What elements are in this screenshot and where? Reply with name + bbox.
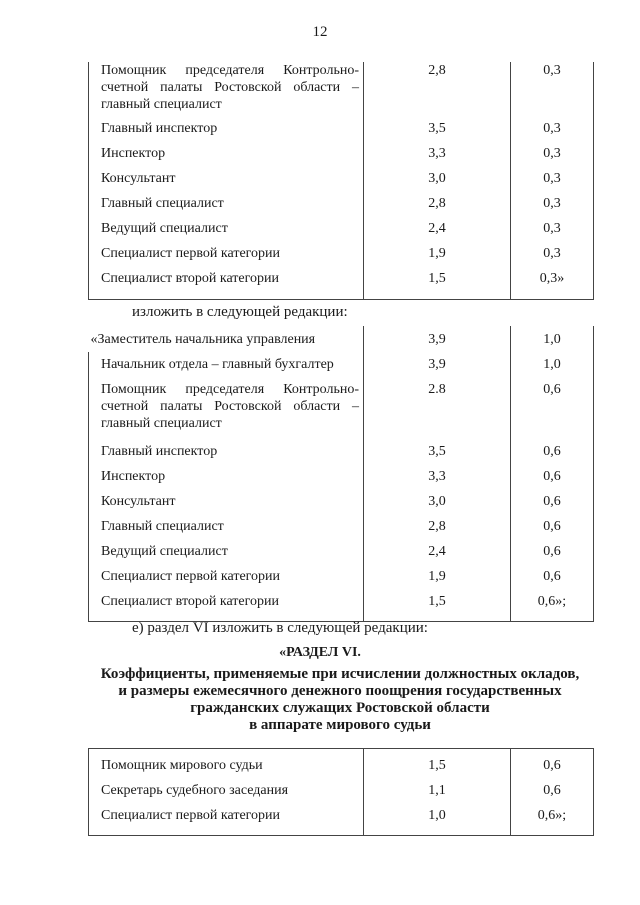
coefficient-cell: 2,8: [364, 514, 511, 539]
coefficient-cell: 1,1: [364, 776, 511, 801]
section-title: «РАЗДЕЛ VI.: [279, 645, 361, 660]
bonus-cell: 1,0: [511, 326, 594, 352]
table-row: [89, 514, 594, 539]
table-salary-new: [88, 326, 594, 622]
table-row: [89, 377, 594, 439]
coefficient-cell: 3,9: [364, 326, 511, 352]
position-name: Ведущий специалист: [101, 544, 228, 559]
table-salary-judge: [88, 748, 594, 836]
bonus-cell: 0,6: [511, 464, 594, 489]
table-row: [89, 589, 594, 621]
bonus-cell: 0,3: [511, 191, 594, 216]
position-name: Секретарь судебного заседания: [101, 782, 289, 798]
position-name: Ведущий специалист: [101, 221, 228, 236]
position-name: Главный специалист: [101, 196, 224, 211]
position-name: Специалист первой категории: [101, 246, 281, 261]
heading-line: гражданских служащих Ростовской области: [190, 700, 490, 716]
instruction-text: изложить в следующей редакции:: [132, 304, 348, 320]
bonus-cell: 0,3: [511, 216, 594, 241]
position-name: Инспектор: [101, 469, 166, 484]
position-name: Главный специалист: [101, 519, 224, 534]
bonus-cell: 0,6: [511, 439, 594, 464]
position-name: Специалист второй категории: [101, 271, 280, 286]
section-heading: [80, 666, 600, 734]
position-name: Помощник мирового судьи: [101, 758, 263, 773]
coefficient-cell: 2.8: [364, 377, 511, 439]
coefficient-cell: 1,5: [364, 589, 511, 621]
coefficient-cell: 3,3: [364, 141, 511, 166]
coefficient-cell: 3,0: [364, 489, 511, 514]
bonus-cell: 0,3: [511, 141, 594, 166]
table-row: [89, 749, 594, 776]
table-row: [89, 539, 594, 564]
coefficient-cell: 3,9: [364, 352, 511, 377]
position-name: Консультант: [101, 494, 176, 509]
position-name: Помощник председателя Контрольно-счетной палаты Ростовской области – главный специалист: [101, 382, 359, 431]
table-row: [89, 241, 594, 266]
bonus-cell: 0,6: [511, 564, 594, 589]
bonus-cell: 0,6: [511, 377, 594, 439]
heading-line: и размеры ежемесячного денежного поощрения государственных: [118, 683, 562, 699]
table-row: [89, 776, 594, 801]
coefficient-cell: 2,4: [364, 216, 511, 241]
instruction-text: е) раздел VI изложить в следующей редакции:: [132, 620, 428, 636]
table-row: [89, 141, 594, 166]
table-salary-old: [88, 62, 594, 300]
position-name: «Заместитель начальника управления: [90, 332, 316, 347]
bonus-cell: 0,3: [511, 166, 594, 191]
position-name: Главный инспектор: [101, 121, 218, 136]
bonus-cell: 0,6: [511, 749, 594, 776]
coefficient-cell: 1,5: [364, 749, 511, 776]
table-row: [89, 439, 594, 464]
coefficient-cell: 3,3: [364, 464, 511, 489]
coefficient-cell: 2,8: [364, 62, 511, 116]
table-row: [89, 564, 594, 589]
coefficient-cell: 3,0: [364, 166, 511, 191]
page-number: 12: [312, 24, 328, 40]
bonus-cell: 0,3: [511, 116, 594, 141]
heading-line: Коэффициенты, применяемые при исчислении должностных окладов,: [100, 666, 580, 682]
bonus-cell: 0,6: [511, 539, 594, 564]
coefficient-cell: 2,4: [364, 539, 511, 564]
coefficient-cell: 1,9: [364, 241, 511, 266]
position-name: Специалист первой категории: [101, 807, 281, 823]
bonus-cell: 0,6»;: [511, 801, 594, 836]
bonus-cell: 0,6: [511, 489, 594, 514]
table-row: [89, 801, 594, 836]
position-name: Консультант: [101, 171, 176, 186]
position-name: Помощник председателя Контрольно-счетной палаты Ростовской области – главный специалист: [101, 63, 359, 112]
coefficient-cell: 1,9: [364, 564, 511, 589]
bonus-cell: 0,3: [511, 62, 594, 116]
coefficient-cell: 1,5: [364, 266, 511, 299]
heading-line: в аппарате мирового судьи: [249, 717, 431, 733]
table-row: [89, 62, 594, 116]
position-name: Начальник отдела – главный бухгалтер: [101, 357, 334, 372]
table-row: [89, 464, 594, 489]
coefficient-cell: 3,5: [364, 116, 511, 141]
bonus-cell: 0,6: [511, 514, 594, 539]
bonus-cell: 1,0: [511, 352, 594, 377]
position-name: Инспектор: [101, 146, 166, 161]
bonus-cell: 0,6»;: [511, 589, 594, 621]
bonus-cell: 0,3»: [511, 266, 594, 299]
table-row: [89, 266, 594, 299]
position-name: Главный инспектор: [101, 444, 218, 459]
coefficient-cell: 3,5: [364, 439, 511, 464]
table-row: [89, 191, 594, 216]
table-row: [89, 166, 594, 191]
coefficient-cell: 2,8: [364, 191, 511, 216]
coefficient-cell: 1,0: [364, 801, 511, 836]
table-row: [89, 326, 594, 352]
position-name: Специалист второй категории: [101, 594, 280, 609]
table-row: [89, 352, 594, 377]
bonus-cell: 0,3: [511, 241, 594, 266]
table-row: [89, 216, 594, 241]
position-name: Специалист первой категории: [101, 569, 281, 584]
bonus-cell: 0,6: [511, 776, 594, 801]
table-row: [89, 489, 594, 514]
table-row: [89, 116, 594, 141]
